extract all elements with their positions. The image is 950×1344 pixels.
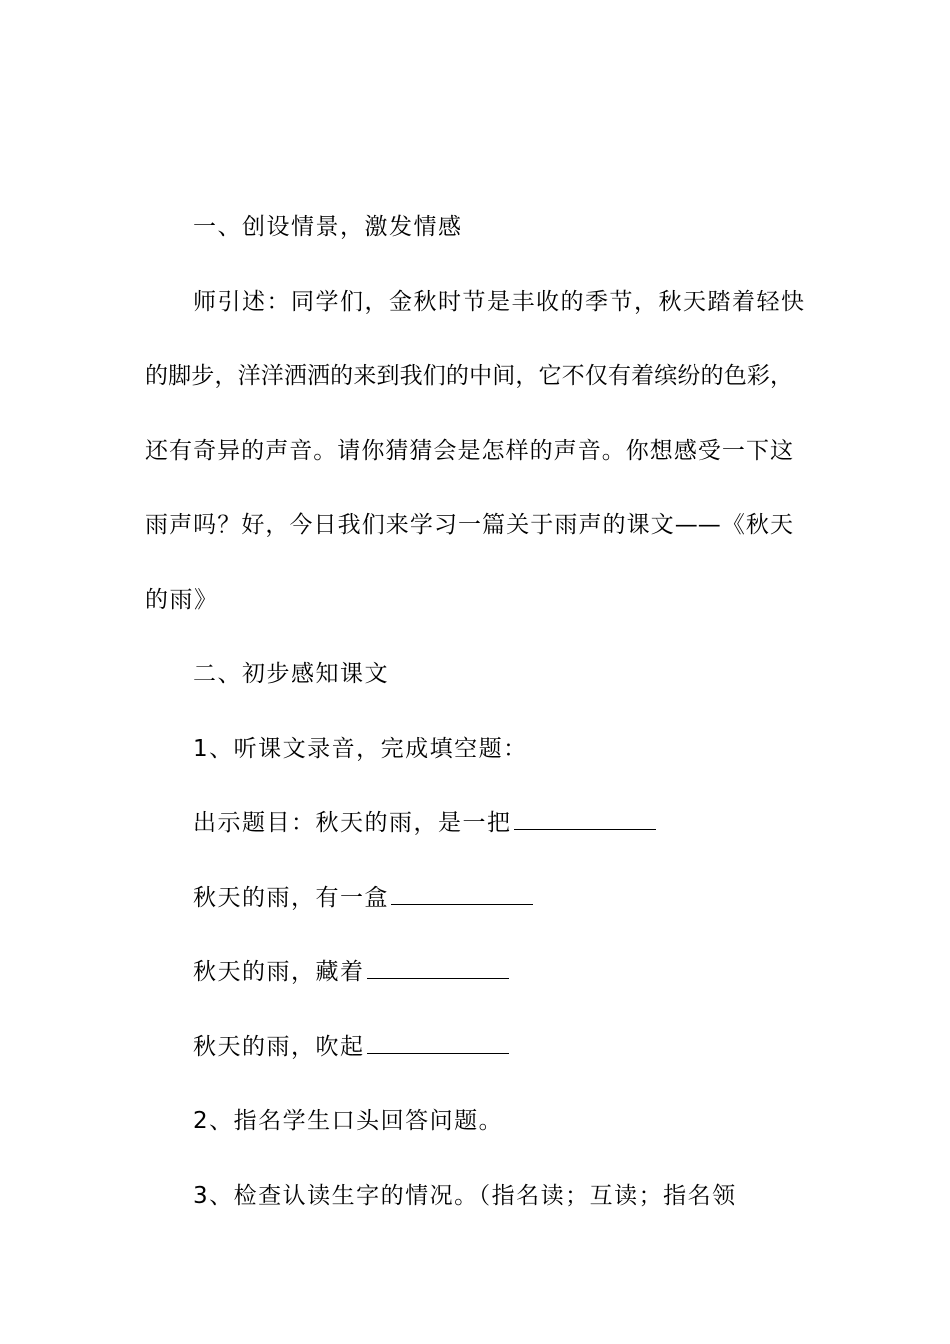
list-item-2: 2、指名学生口头回答问题。 [193,1108,504,1134]
fill-blank-line-1 [514,828,656,830]
fill-blank-prompt-1 [193,808,656,838]
fill-blank-text-1: 出示题目：秋天的雨，是一把 [193,810,512,836]
section-heading-2: 二、初步感知课文 [193,661,389,687]
fill-blank-prompt-2 [193,883,533,913]
fill-blank-line-4 [367,1052,509,1054]
paragraph-line-4: 雨声吗？好，今日我们来学习一篇关于雨声的课文——《秋天 [145,512,793,538]
list-item-3: 3、检查认读生字的情况。（指名读；互读；指名领 [193,1183,737,1209]
paragraph-line-1: 师引述：同学们，金秋时节是丰收的季节，秋天踏着轻快 [193,289,806,315]
fill-blank-text-3: 秋天的雨，藏着 [193,959,365,985]
section-heading-1: 一、创设情景，激发情感 [193,214,463,240]
paragraph-line-3: 还有奇异的声音。请你猜猜会是怎样的声音。你想感受一下这 [145,438,793,464]
fill-blank-line-2 [391,903,533,905]
paragraph-line-5: 的雨》 [145,587,219,613]
fill-blank-text-4: 秋天的雨，吹起 [193,1034,365,1060]
fill-blank-line-3 [367,977,509,979]
fill-blank-prompt-4 [193,1032,509,1062]
fill-blank-prompt-3 [193,957,509,987]
fill-blank-text-2: 秋天的雨，有一盒 [193,885,389,911]
list-item-1: 1、听课文录音，完成填空题： [193,736,528,762]
paragraph-line-2: 的脚步，洋洋洒洒的来到我们的中间，它不仅有着缤纷的色彩， [145,363,793,389]
